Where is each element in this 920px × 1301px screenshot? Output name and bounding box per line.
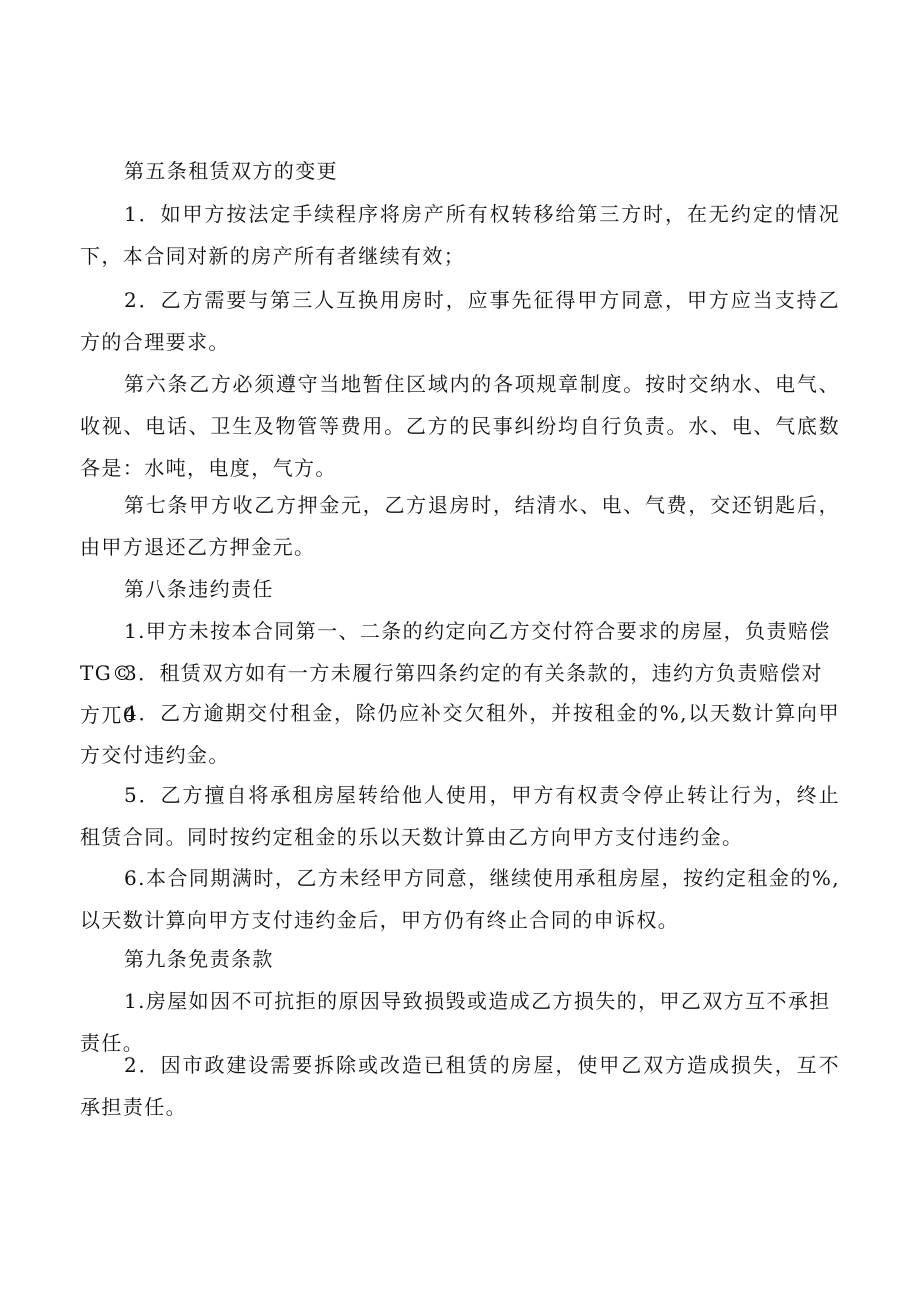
section-heading-article-9: 第九条免责条款	[124, 947, 274, 971]
paragraph-9-2: 2．因市政建设需要拆除或改造已租赁的房屋，使甲乙双方造成损失，互不承担责任。	[80, 1053, 840, 1119]
paragraph-9-1: 1.房屋如因不可抗拒的原因导致损毁或造成乙方损失的，甲乙双方互不承担责任。	[80, 989, 831, 1055]
paragraph-article-6: 第六条乙方必须遵守当地暂住区域内的各项规章制度。按时交纳水、电气、收视、电话、卫生及物管等费用。乙方的民事纠纷均自行负责。水、电、气底数各是：水吨，电度，气方。	[80, 372, 840, 480]
paragraph-5-2: 2．乙方需要与第三人互换用房时，应事先征得甲方同意，甲方应当支持乙方的合理要求。	[80, 288, 840, 354]
paragraph-8-6: 6.本合同期满时，乙方未经甲方同意，继续使用承租房屋，按约定租金的%,以天数计算向甲方支付违约金后，甲方仍有终止合同的申诉权。	[80, 866, 840, 932]
paragraph-8-5: 5．乙方擅自将承租房屋转给他人使用，甲方有权责令停止转让行为，终止租赁合同。同时按约定租金的乐以天数计算由乙方向甲方支付违约金。	[80, 783, 840, 849]
section-heading-article-8: 第八条违约责任	[124, 577, 274, 601]
paragraph-8-3: 3．租赁双方如有一方未履行第四条约定的有关条款的，违约方负责赔偿对方兀0	[80, 661, 823, 727]
paragraph-8-1: 1.甲方未按本合同第一、二条的约定向乙方交付符合要求的房屋，负责赔偿TG©	[80, 619, 831, 685]
paragraph-5-1: 1．如甲方按法定手续程序将房产所有权转移给第三方时，在无约定的情况下，本合同对新的房产所有者继续有效；	[80, 202, 840, 268]
section-heading-article-5: 第五条租赁双方的变更	[124, 159, 338, 183]
paragraph-8-4: 4．乙方逾期交付租金，除仍应补交欠租外，并按租金的%,以天数计算向甲方交付违约金。	[80, 701, 840, 767]
paragraph-article-7: 第七条甲方收乙方押金元，乙方退房时，结清水、电、气费，交还钥匙后，由甲方退还乙方押金元。	[80, 493, 840, 559]
